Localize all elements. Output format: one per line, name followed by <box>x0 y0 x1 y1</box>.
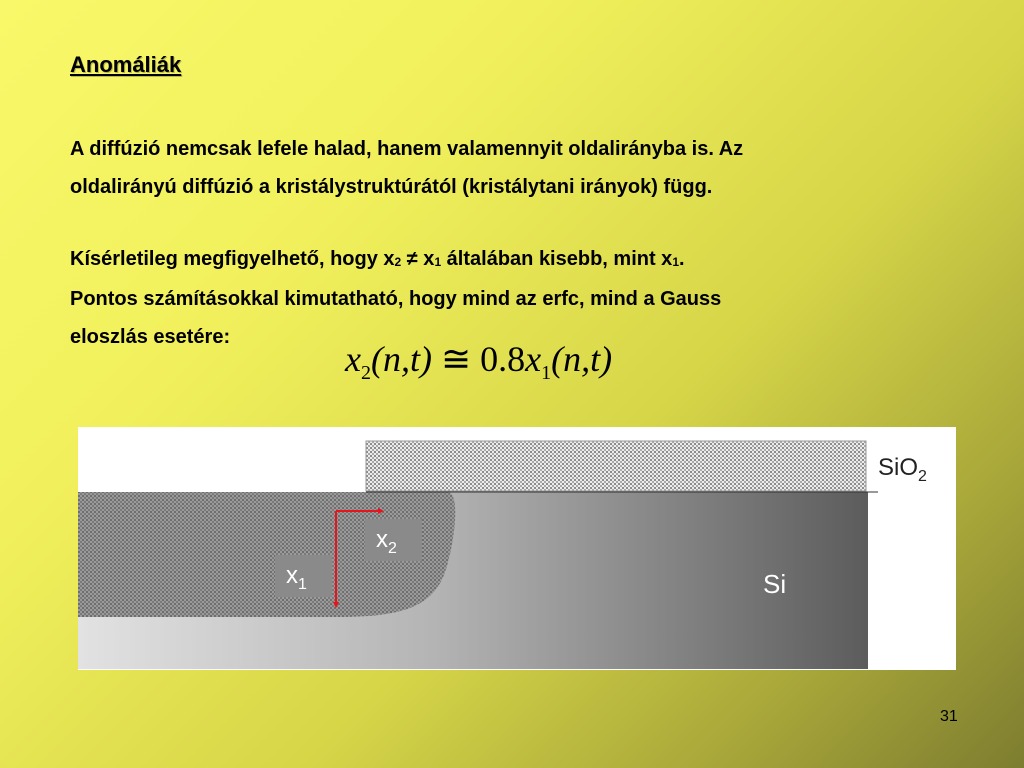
formula-lhs-var: x <box>345 339 361 379</box>
sio2-mask <box>366 441 866 491</box>
formula-rhs-var: x <box>525 339 542 379</box>
formula-lhs-sub: 2 <box>360 362 371 385</box>
subscript-1b: 1 <box>672 255 679 269</box>
sio2-label: SiO$_2$ <box>878 454 927 485</box>
paragraph1-line1: A diffúzió nemcsak lefele halad, hanem valamennyit oldalirányba is. Az <box>70 138 744 160</box>
period: . <box>679 248 685 270</box>
page-number: 31 <box>940 708 958 725</box>
paragraph2-line3: eloszlás esetére: <box>70 326 231 348</box>
not-equal-text: ≠ x <box>401 248 435 270</box>
paragraph-lateral-diffusion <box>70 130 743 206</box>
text-suffix: általában kisebb, mint x <box>441 248 673 270</box>
formula-rhs-args: (n,t) <box>551 339 613 379</box>
subscript-1: 1 <box>434 255 442 269</box>
text-prefix: Kísérletileg megfigyelhető, hogy x <box>70 248 395 270</box>
formula <box>345 338 612 385</box>
x1-label: $x_1$ <box>286 562 307 593</box>
si-label: Si <box>763 569 787 599</box>
diffusion-diagram <box>78 427 956 670</box>
subscript-2: 2 <box>394 255 402 269</box>
paragraph1-line2: oldalirányú diffúzió a kristálystruktúrától (kristálytani irányok) függ. <box>70 176 713 198</box>
x2-label: $x_2$ <box>376 526 397 557</box>
formula-relation: ≅ 0.8 <box>431 339 526 379</box>
formula-rhs-sub: 1 <box>541 362 552 385</box>
paragraph2-line1 <box>70 240 721 280</box>
formula-lhs-args: (n,t) <box>370 339 432 379</box>
paragraph2-line2: Pontos számításokkal kimutatható, hogy mind az erfc, mind a Gauss <box>70 288 722 310</box>
slide-title: Anomáliák <box>70 52 182 77</box>
